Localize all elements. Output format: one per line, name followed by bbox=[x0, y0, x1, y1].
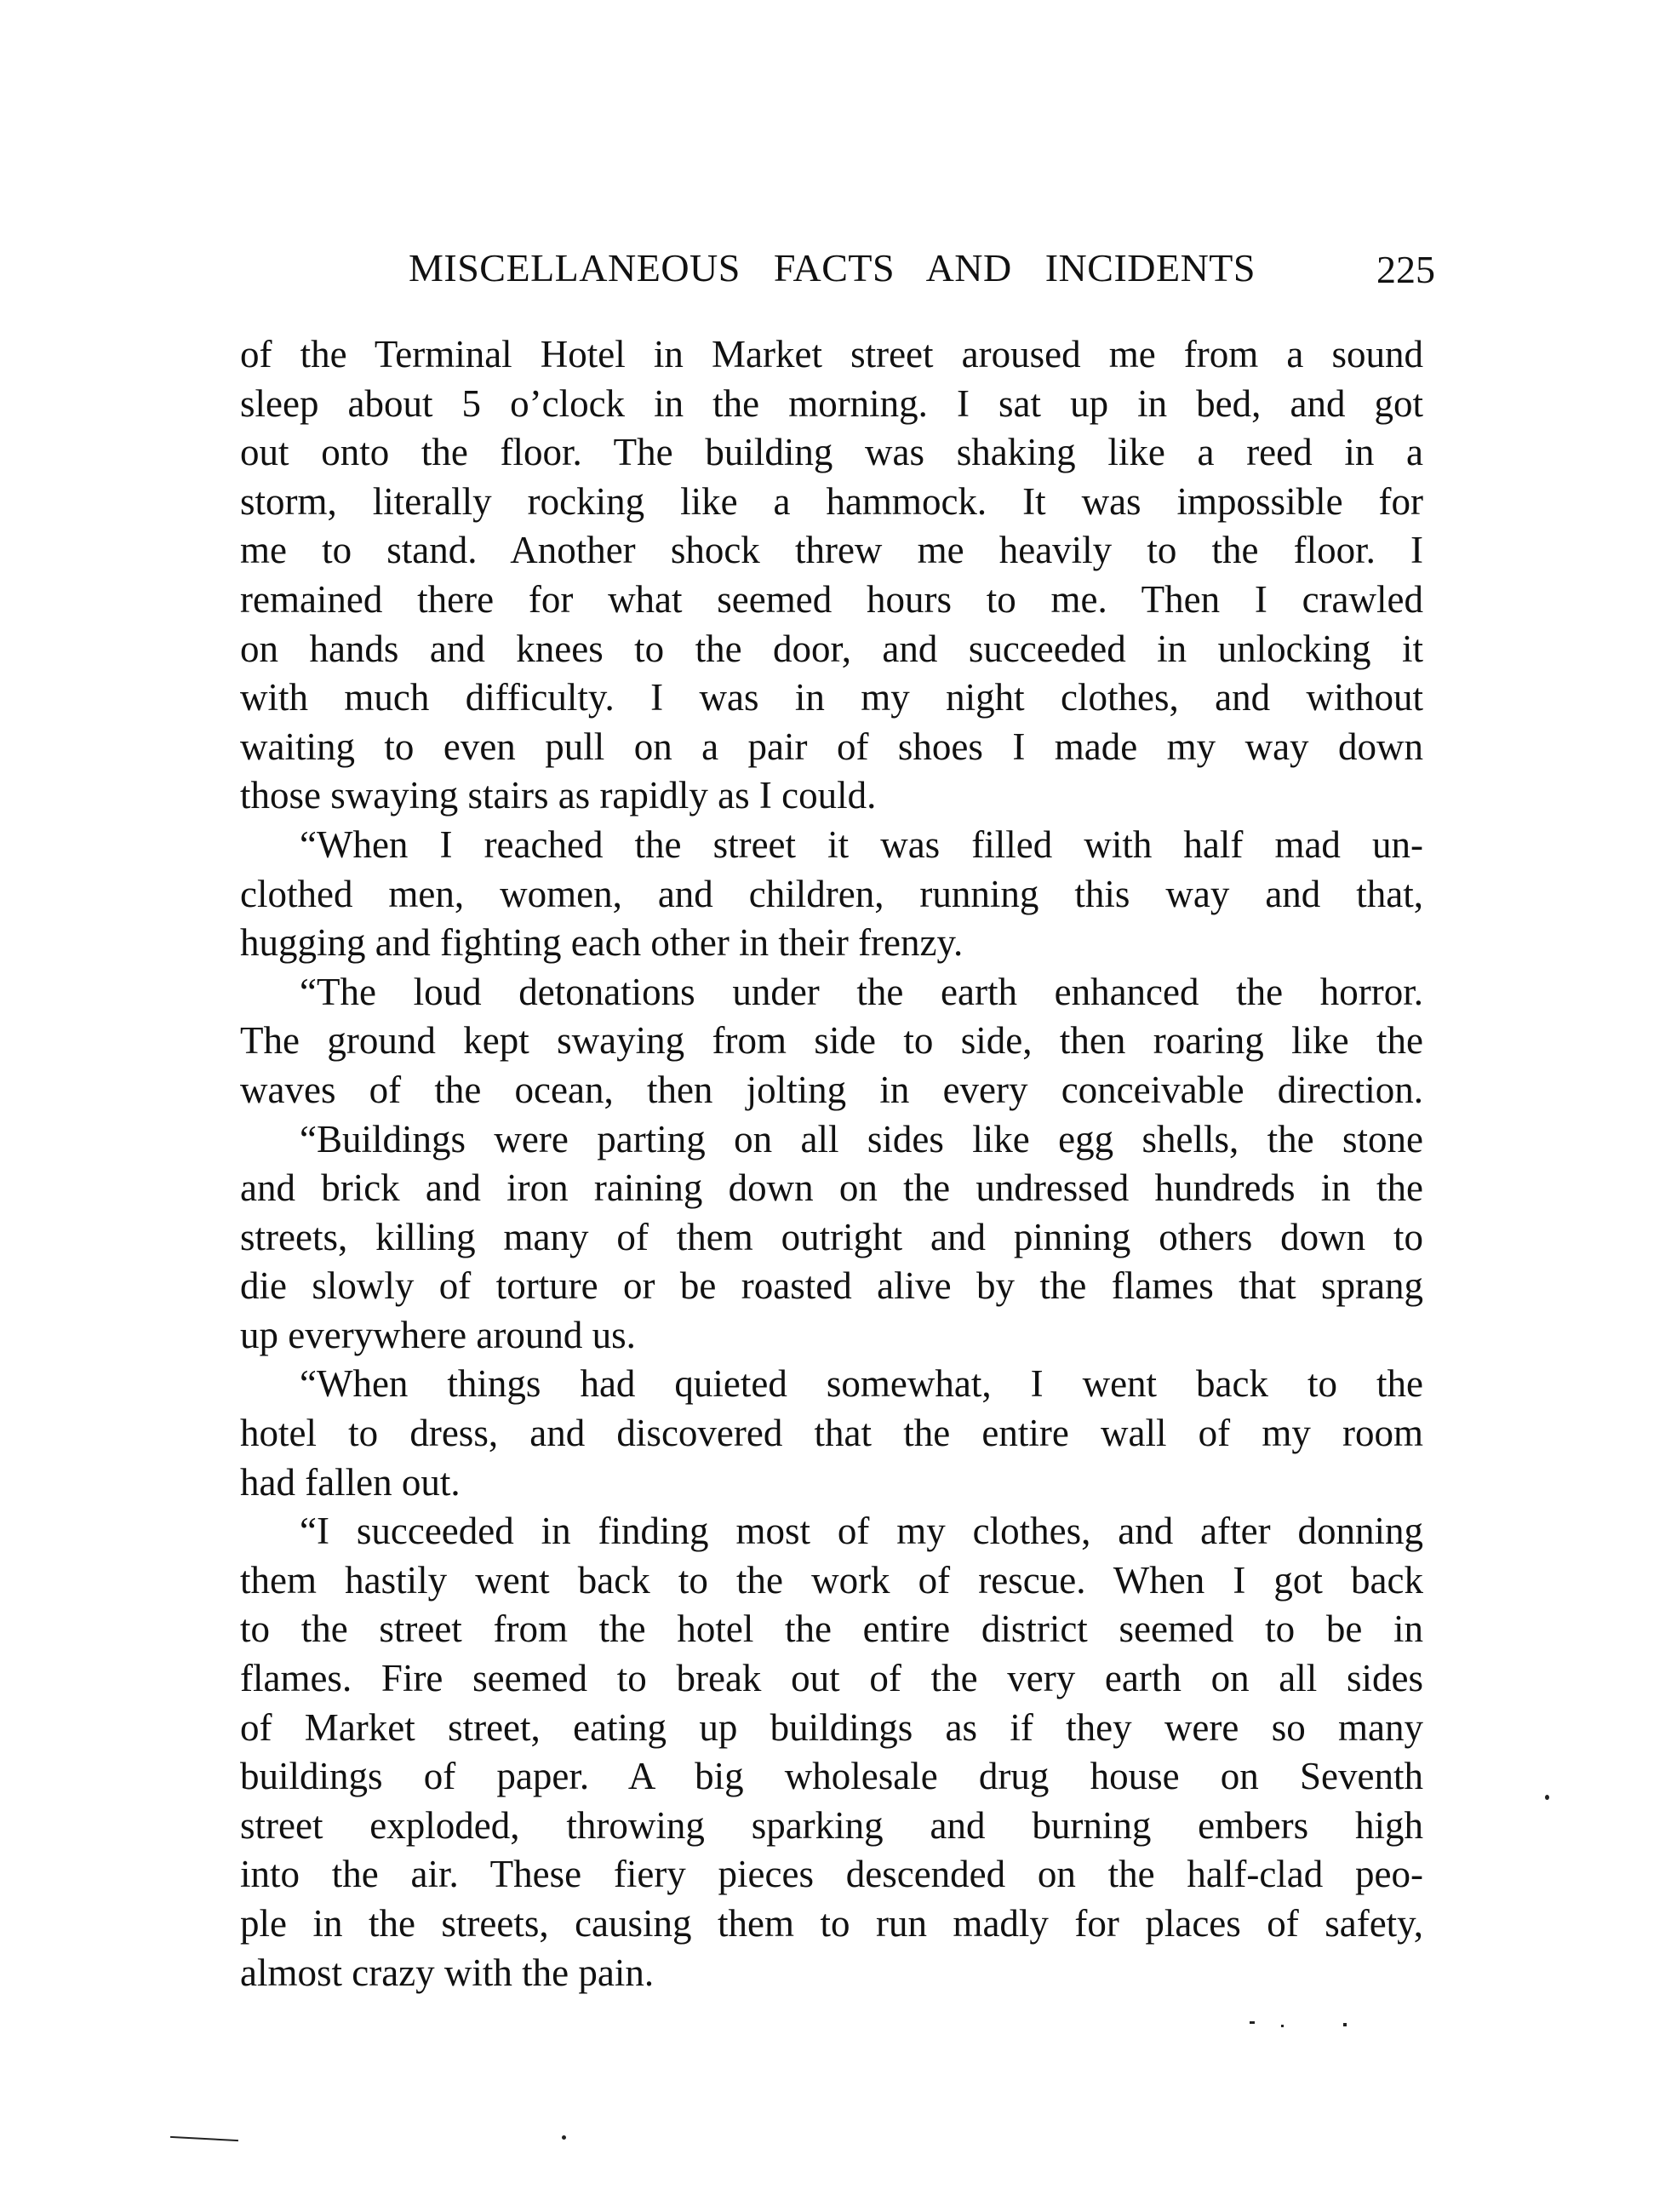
text-line: street exploded, throwing sparking and burning embers high bbox=[240, 1803, 1423, 1847]
text-line: up everywhere around us. bbox=[240, 1313, 636, 1356]
text-line: The ground kept swaying from side to side, then roaring like the bbox=[240, 1019, 1423, 1063]
text-line: them hastily went back to the work of rescue. When I got back bbox=[240, 1558, 1423, 1602]
text-line: to the street from the hotel the entire district seemed to be in bbox=[240, 1607, 1423, 1651]
text-line: had fallen out. bbox=[240, 1460, 461, 1504]
running-head-title: MISCELLANEOUS FACTS AND INCIDENTS bbox=[409, 246, 1256, 289]
text-line: hugging and fighting each other in their frenzy. bbox=[240, 921, 964, 965]
text-line: waiting to even pull on a pair of shoes I made my way down bbox=[240, 725, 1423, 768]
text-line: of Market street, eating up buildings as if they were so many bbox=[240, 1705, 1423, 1749]
text-line: and brick and iron raining down on the undressed hundreds in the bbox=[240, 1166, 1423, 1210]
text-line: “When things had quieted somewhat, I went back to the bbox=[300, 1362, 1423, 1406]
text-line: into the air. These fiery pieces descended on the half-clad peo- bbox=[240, 1853, 1423, 1896]
text-line: “Buildings were parting on all sides like egg shells, the stone bbox=[300, 1117, 1423, 1160]
text-line: with much difficulty. I was in my night clothes, and without bbox=[240, 676, 1423, 719]
text-line: waves of the ocean, then jolting in every conceivable direction. bbox=[240, 1068, 1423, 1111]
paragraph bbox=[240, 330, 1423, 821]
text-line: flames. Fire seemed to break out of the very earth on all sides bbox=[240, 1657, 1423, 1700]
text-line: out onto the floor. The building was shaking like a reed in a bbox=[240, 431, 1423, 474]
text-line: “I succeeded in finding most of my clothes, and after donning bbox=[300, 1510, 1423, 1553]
text-line: “The loud detonations under the earth enhanced the horror. bbox=[300, 970, 1423, 1013]
text-line: buildings of paper. A big wholesale drug house on Seventh bbox=[240, 1755, 1423, 1798]
scan-artifact-dot bbox=[1281, 2025, 1284, 2027]
scan-artifact-dot bbox=[1545, 1795, 1549, 1800]
scan-artifact-dot bbox=[1250, 2021, 1255, 2024]
scan-artifact-dot bbox=[1343, 2023, 1347, 2026]
text-line: those swaying stairs as rapidly as I could. bbox=[240, 774, 877, 817]
text-line: die slowly of torture or be roasted alive by the flames that sprang bbox=[240, 1264, 1423, 1308]
page-number: 225 bbox=[1376, 248, 1435, 291]
text-line: storm, literally rocking like a hammock. It was impossible for bbox=[240, 479, 1423, 523]
text-line: “When I reached the street it was filled with half mad un- bbox=[300, 822, 1423, 866]
text-line: ple in the streets, causing them to run madly for places of safety, bbox=[240, 1902, 1423, 1945]
paragraph bbox=[240, 1507, 1423, 1997]
paragraph bbox=[240, 1115, 1423, 1361]
text-line: remained there for what seemed hours to me. Then I crawled bbox=[240, 577, 1423, 621]
text-line: almost crazy with the pain. bbox=[240, 1951, 655, 1994]
scan-artifact-dash bbox=[170, 2136, 238, 2141]
text-line: on hands and knees to the door, and succeeded in unlocking it bbox=[240, 627, 1423, 670]
text-line: hotel to dress, and discovered that the entire wall of my room bbox=[240, 1412, 1423, 1455]
text-line: sleep about 5 o’clock in the morning. I sat up in bed, and got bbox=[240, 381, 1423, 425]
text-line: me to stand. Another shock threw me heavily to the floor. I bbox=[240, 529, 1423, 572]
paragraph bbox=[240, 821, 1423, 968]
text-line: streets, killing many of them outright and pinning others down to bbox=[240, 1215, 1423, 1258]
text-line: of the Terminal Hotel in Market street aroused me from a sound bbox=[240, 333, 1423, 375]
text-line: clothed men, women, and children, running this way and that, bbox=[240, 872, 1423, 915]
body-text bbox=[240, 330, 1423, 1997]
paragraph bbox=[240, 968, 1423, 1115]
scan-artifact-dot bbox=[562, 2135, 566, 2140]
paragraph bbox=[240, 1360, 1423, 1507]
